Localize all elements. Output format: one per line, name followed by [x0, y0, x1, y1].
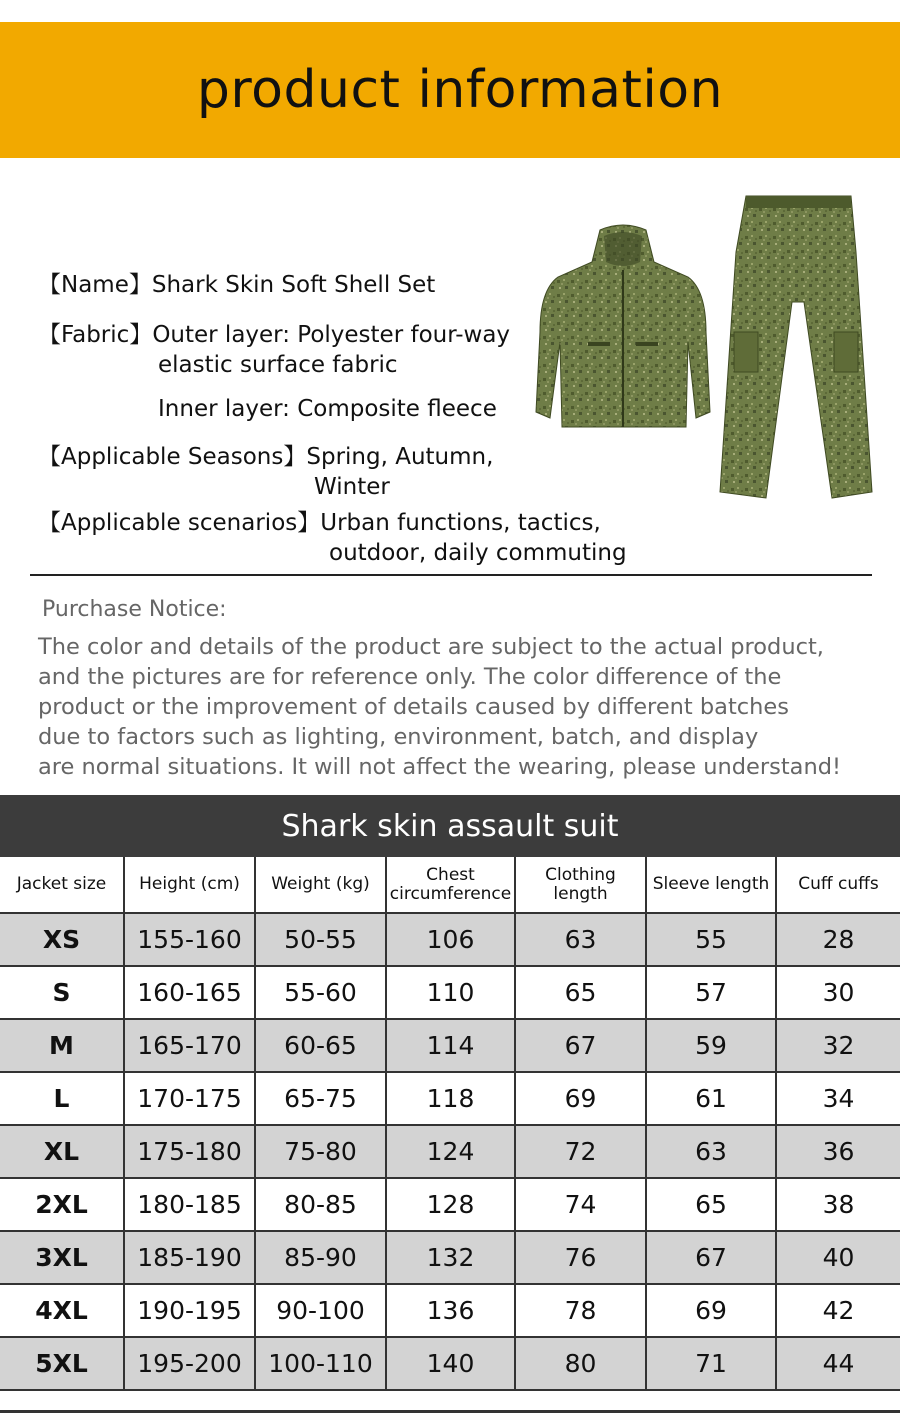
cell-clothing-length: 78	[515, 1284, 646, 1337]
cell-cuff: 34	[776, 1072, 900, 1125]
cell-clothing-length: 65	[515, 966, 646, 1019]
seasons-row	[38, 442, 493, 472]
cell-cuff: 32	[776, 1019, 900, 1072]
cell-chest: 132	[386, 1231, 515, 1284]
scenarios-line-1: Urban functions, tactics,	[320, 510, 601, 536]
cell-height: 170-175	[124, 1072, 255, 1125]
cell-height: 195-200	[124, 1337, 255, 1390]
header-weight: Weight (kg)	[255, 857, 386, 913]
fabric-label: 【Fabric】	[38, 322, 153, 348]
cell-sleeve-length: 65	[646, 1178, 776, 1231]
table-row	[0, 1178, 900, 1231]
table-row	[0, 966, 900, 1019]
cell-sleeve-length: 71	[646, 1337, 776, 1390]
cell-weight: 60-65	[255, 1019, 386, 1072]
scenarios-label: 【Applicable scenarios】	[38, 510, 321, 536]
cell-clothing-length: 69	[515, 1072, 646, 1125]
cell-cuff: 44	[776, 1337, 900, 1390]
cell-size: M	[0, 1019, 124, 1072]
cell-cuff: 38	[776, 1178, 900, 1231]
cell-size: L	[0, 1072, 124, 1125]
cell-size: 4XL	[0, 1284, 124, 1337]
seasons-label: 【Applicable Seasons】	[38, 444, 307, 470]
cell-chest: 128	[386, 1178, 515, 1231]
jacket-image	[528, 222, 718, 437]
bottom-divider	[0, 1410, 900, 1413]
cell-cuff: 42	[776, 1284, 900, 1337]
cell-clothing-length: 72	[515, 1125, 646, 1178]
notice-line: due to factors such as lighting, environment, batch, and display	[38, 724, 759, 750]
header-chest: Chest circumference	[386, 857, 515, 913]
cell-weight: 55-60	[255, 966, 386, 1019]
cell-cuff: 28	[776, 913, 900, 966]
name-row	[38, 270, 435, 300]
notice-line: are normal situations. It will not affect the wearing, please understand!	[38, 754, 842, 780]
cell-size: S	[0, 966, 124, 1019]
cell-chest: 110	[386, 966, 515, 1019]
notice-line: and the pictures are for reference only. The color difference of the	[38, 664, 782, 690]
header-height: Height (cm)	[124, 857, 255, 913]
cell-weight: 75-80	[255, 1125, 386, 1178]
cell-weight: 50-55	[255, 913, 386, 966]
cell-chest: 140	[386, 1337, 515, 1390]
notice-body	[38, 632, 898, 782]
cell-sleeve-length: 55	[646, 913, 776, 966]
cell-cuff: 40	[776, 1231, 900, 1284]
table-row	[0, 1284, 900, 1337]
cell-sleeve-length: 57	[646, 966, 776, 1019]
cell-size: 2XL	[0, 1178, 124, 1231]
cell-weight: 100-110	[255, 1337, 386, 1390]
header-jacket-size: Jacket size	[0, 857, 124, 913]
cell-chest: 136	[386, 1284, 515, 1337]
cell-clothing-length: 80	[515, 1337, 646, 1390]
seasons-line-1: Spring, Autumn,	[306, 444, 494, 470]
cell-height: 165-170	[124, 1019, 255, 1072]
seasons-line-2: Winter	[314, 474, 390, 500]
fabric-line-1: Outer layer: Polyester four-way	[152, 322, 511, 348]
cell-size: XL	[0, 1125, 124, 1178]
table-row	[0, 1019, 900, 1072]
scenarios-line-2: outdoor, daily commuting	[329, 540, 627, 566]
size-table-title	[0, 795, 900, 857]
cell-height: 190-195	[124, 1284, 255, 1337]
pants-image	[716, 192, 876, 502]
cell-size: 5XL	[0, 1337, 124, 1390]
size-table	[0, 857, 900, 1391]
table-row	[0, 1231, 900, 1284]
cell-sleeve-length: 67	[646, 1231, 776, 1284]
cell-weight: 65-75	[255, 1072, 386, 1125]
cell-clothing-length: 74	[515, 1178, 646, 1231]
cell-chest: 106	[386, 913, 515, 966]
cell-clothing-length: 76	[515, 1231, 646, 1284]
cell-sleeve-length: 69	[646, 1284, 776, 1337]
table-header-row	[0, 857, 900, 913]
fabric-line-3: Inner layer: Composite fleece	[158, 396, 497, 422]
cell-height: 175-180	[124, 1125, 255, 1178]
header-cuff: Cuff cuffs	[776, 857, 900, 913]
table-row	[0, 913, 900, 966]
header-clothing-length: Clothing length	[515, 857, 646, 913]
notice-line: The color and details of the product are subject to the actual product,	[38, 634, 824, 660]
cell-sleeve-length: 59	[646, 1019, 776, 1072]
cell-height: 185-190	[124, 1231, 255, 1284]
cell-clothing-length: 67	[515, 1019, 646, 1072]
cell-weight: 90-100	[255, 1284, 386, 1337]
page-title: product information	[196, 60, 724, 120]
cell-height: 160-165	[124, 966, 255, 1019]
table-row	[0, 1125, 900, 1178]
cell-cuff: 30	[776, 966, 900, 1019]
cell-height: 155-160	[124, 913, 255, 966]
cell-weight: 85-90	[255, 1231, 386, 1284]
cell-size: 3XL	[0, 1231, 124, 1284]
cell-clothing-length: 63	[515, 913, 646, 966]
table-row	[0, 1072, 900, 1125]
cell-weight: 80-85	[255, 1178, 386, 1231]
cell-height: 180-185	[124, 1178, 255, 1231]
cell-chest: 124	[386, 1125, 515, 1178]
cell-sleeve-length: 61	[646, 1072, 776, 1125]
fabric-line-2: elastic surface fabric	[158, 352, 398, 378]
name-label: 【Name】	[38, 272, 152, 298]
cell-chest: 114	[386, 1019, 515, 1072]
banner	[0, 22, 900, 158]
cell-size: XS	[0, 913, 124, 966]
fabric-row	[38, 320, 510, 350]
size-table-title-text: Shark skin assault suit	[281, 808, 619, 844]
cell-sleeve-length: 63	[646, 1125, 776, 1178]
divider	[30, 574, 872, 576]
notice-title: Purchase Notice:	[42, 597, 227, 622]
header-sleeve-length: Sleeve length	[646, 857, 776, 913]
scenarios-row	[38, 508, 601, 538]
table-row	[0, 1337, 900, 1390]
name-value: Shark Skin Soft Shell Set	[151, 272, 436, 298]
notice-line: product or the improvement of details caused by different batches	[38, 694, 789, 720]
cell-cuff: 36	[776, 1125, 900, 1178]
cell-chest: 118	[386, 1072, 515, 1125]
